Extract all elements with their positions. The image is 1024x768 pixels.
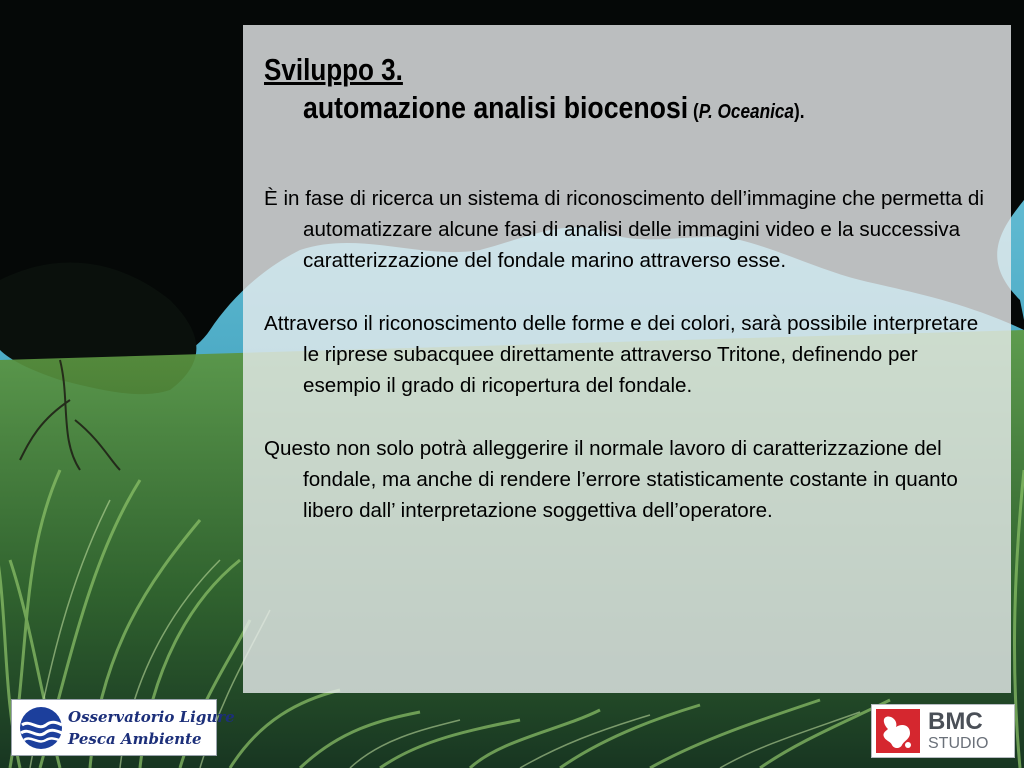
title-line-2: [303, 88, 889, 134]
bmc-studio-logo: [871, 704, 1015, 758]
osservatorio-logo-line-2: Pesca Ambiente: [68, 730, 202, 748]
title-species: [699, 101, 794, 123]
paragraph-2: Attraverso il riconoscimento delle forme e dei colori, sarà possibile interpretare le riprese subacquee direttamente attraverso Tritone, definendo per esempio il grado di ricopertura del fondale.: [264, 312, 979, 397]
slide-title: [264, 52, 984, 134]
osservatorio-logo: [11, 699, 235, 756]
paragraph-1: È in fase di ricerca un sistema di riconoscimento dell’immagine che permetta di automatizzare alcune fasi di analisi delle immagini video e la successiva caratterizzazione del fondale marino attraverso esse.: [264, 187, 984, 272]
bmc-logo-line-2: STUDIO: [928, 735, 989, 752]
globe-wave-icon: [18, 705, 64, 751]
title-paren-close: ).: [794, 101, 805, 123]
title-main-text: automazione analisi biocenosi: [303, 90, 689, 125]
osservatorio-logo-line-1: Osservatorio Ligure: [68, 708, 235, 726]
slide-body: [264, 183, 996, 558]
title-line-1: Sviluppo 3.: [264, 52, 403, 87]
title-species-italic: P. Oceanica: [698, 101, 795, 123]
paragraph-3: Questo non solo potrà alleggerire il normale lavoro di caratterizzazione del fondale, ma anche di rendere l’errore statisticamente costante in quanto libero dall’ interpretazione soggettiva dell’operatore.: [264, 437, 958, 522]
title-paren-open: (: [688, 101, 699, 123]
bmc-logo-line-1: BMC: [928, 708, 983, 735]
frog-icon: [876, 709, 920, 753]
